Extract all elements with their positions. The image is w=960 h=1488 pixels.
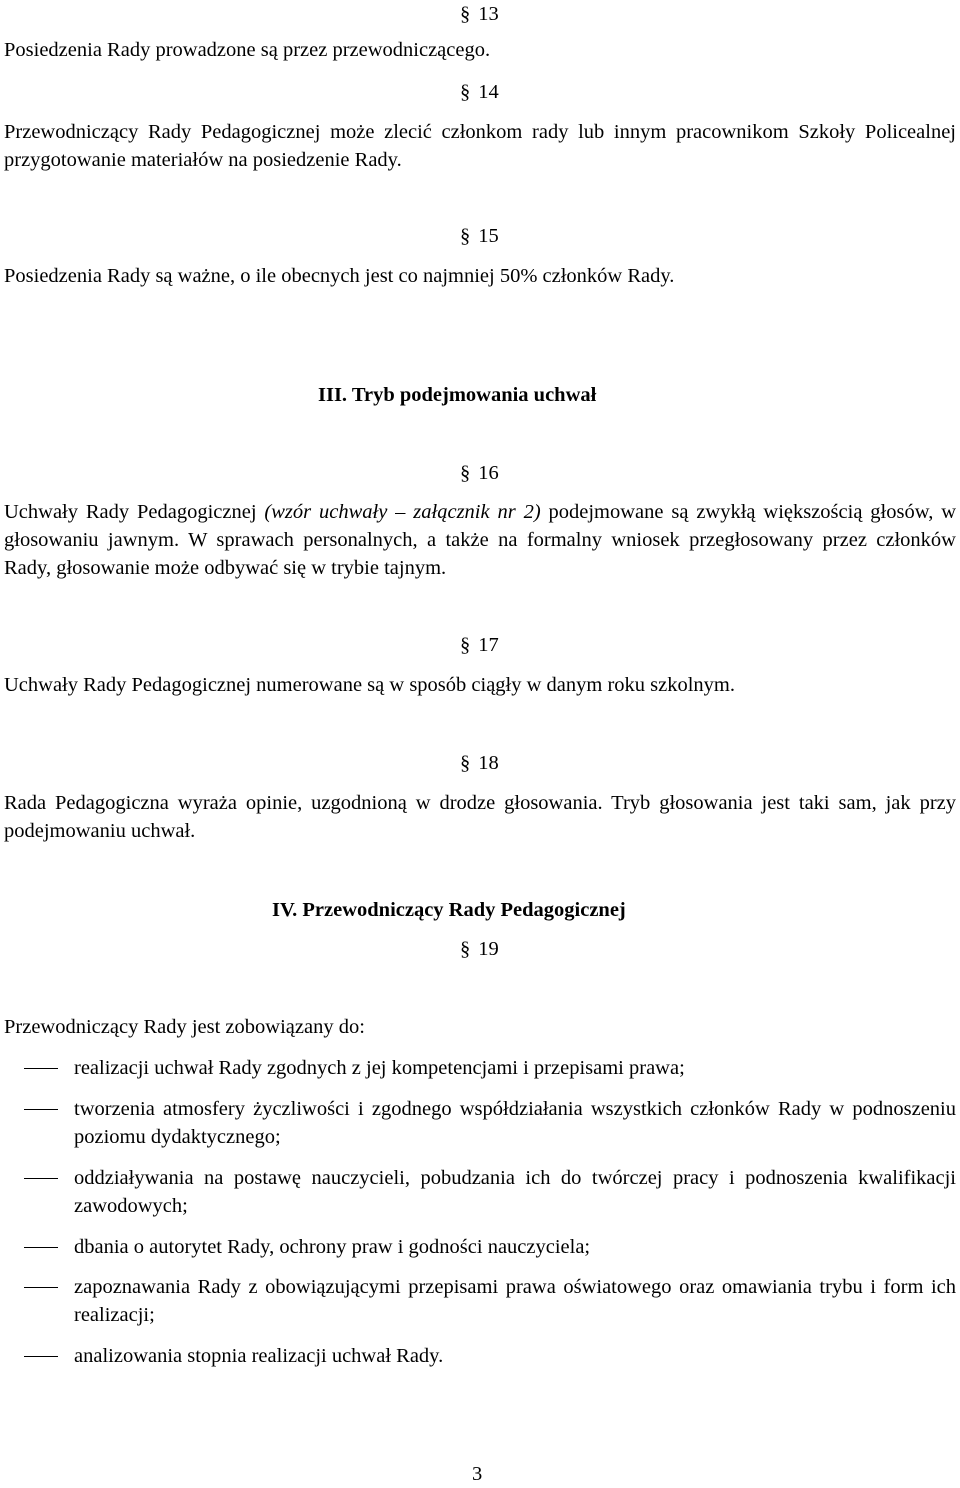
dash-bullet [24,1178,58,1179]
section-symbol: § [460,81,471,103]
chapter-heading-4 [272,896,626,924]
section-number: 16 [478,462,499,484]
paragraph-s15: Posiedzenia Rady są ważne, o ile obecnych jest co najmniej 50% członków Rady. [4,265,675,287]
list-item [4,1054,956,1082]
dash-bullet [24,1247,58,1248]
section-heading-13 [460,0,499,28]
paragraph-s18: Rada Pedagogiczna wyraża opinie, uzgodnioną w drodze głosowania. Tryb głosowania jest taki sam, jak przy podejmowaniu uchwał. [4,792,956,842]
chapter-numeral: IV. [272,899,298,921]
section-symbol: § [460,3,471,25]
page-number: 3 [472,1463,483,1485]
template-reference: (wzór uchwały – załącznik nr 2) [264,501,541,523]
dash-bullet [24,1356,58,1357]
chapter-title: Przewodniczący Rady Pedagogicznej [302,899,626,921]
section-symbol: § [460,462,471,484]
section-heading-18 [460,749,499,777]
list-item-text: realizacji uchwał Rady zgodnych z jej kompetencjami i przepisami prawa; [74,1057,685,1079]
section-number: 19 [478,938,499,960]
paragraph-s16 [4,498,956,582]
section-symbol: § [460,752,471,774]
section-heading-14 [460,78,499,106]
chapter-numeral: III. [318,384,348,406]
list-item-text: analizowania stopnia realizacji uchwał Rady. [74,1345,444,1367]
list-item-text: zapoznawania Rady z obowiązującymi przepisami prawa oświatowego oraz omawiania trybu i form ich realizacji; [74,1276,956,1326]
section-symbol: § [460,634,471,656]
section-heading-16 [460,459,499,487]
list-item-text: oddziaływania na postawę nauczycieli, pobudzania ich do twórczej pracy i podnoszenia kwalifikacji zawodowych; [74,1167,956,1217]
dash-bullet [24,1287,58,1288]
section-symbol: § [460,938,471,960]
paragraph-s17: Uchwały Rady Pedagogicznej numerowane są w sposób ciągły w danym roku szkolnym. [4,674,736,696]
paragraph-s13: Posiedzenia Rady prowadzone są przez przewodniczącego. [4,39,491,61]
section-heading-15 [460,222,499,250]
list-item [4,1342,956,1370]
section-number: 13 [478,3,499,25]
paragraph-text: podejmowane są zwykłą większością głosów, w głosowaniu jawnym. W sprawach personalnych, a także na formalny wniosek przegłosowany przez członków Rady, głosowanie może odbywać się w trybie tajnym. [4,501,956,579]
list-item-text: tworzenia atmosfery życzliwości i zgodnego współdziałania wszystkich członków Rady w podnoszeniu poziomu dydaktycznego; [74,1098,956,1148]
section-number: 17 [478,634,499,656]
dash-bullet [24,1068,58,1069]
dash-bullet [24,1109,58,1110]
paragraph-text: Uchwały Rady Pedagogicznej [4,501,265,523]
section-number: 14 [478,81,499,103]
chapter-title: Tryb podejmowania uchwał [351,384,597,406]
list-item [4,1095,956,1151]
section-number: 18 [478,752,499,774]
section-symbol: § [460,225,471,247]
list-item [4,1233,956,1261]
list-item-text: dbania o autorytet Rady, ochrony praw i godności nauczyciela; [74,1236,591,1258]
section-heading-19 [460,935,499,963]
list-item [4,1273,956,1329]
section-heading-17 [460,631,499,659]
paragraph-s19-intro: Przewodniczący Rady jest zobowiązany do: [4,1016,365,1038]
section-number: 15 [478,225,499,247]
chapter-heading-3 [318,381,596,409]
paragraph-s14: Przewodniczący Rady Pedagogicznej może zlecić członkom rady lub innym pracownikom Szkoły Policealnej przygotowanie materiałów na posiedzenie Rady. [4,121,956,171]
list-item [4,1164,956,1220]
